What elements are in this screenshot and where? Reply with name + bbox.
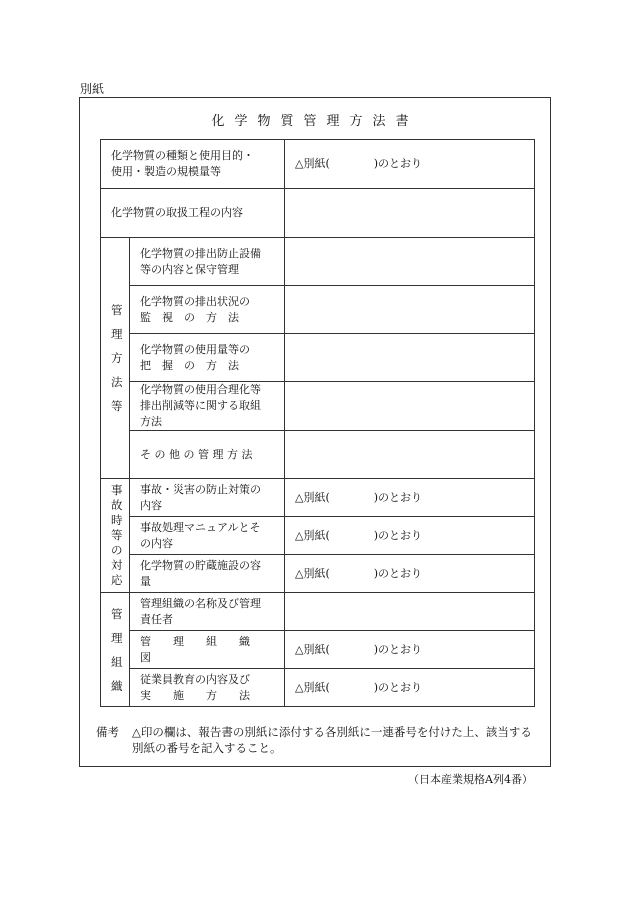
item-label: 化学物質の排出状況の 監 視 の 方 法 xyxy=(130,286,285,334)
table-row xyxy=(101,189,535,238)
row-value-handling-process xyxy=(285,189,535,238)
vertical-label: 管 理 組 織 xyxy=(111,606,123,693)
vertical-label: 事 故 時 等 の 対 応 xyxy=(111,482,123,587)
remarks-note xyxy=(96,724,546,756)
table-row xyxy=(101,431,535,479)
item-value: △別紙( )のとおり xyxy=(285,669,535,707)
row-value-substance-type: △別紙( )のとおり xyxy=(285,140,535,189)
item-label: 管理組織の名称及び管理 責任者 xyxy=(130,593,285,631)
item-value: △別紙( )のとおり xyxy=(285,555,535,593)
item-label: 化学物質の排出防止設備 等の内容と保守管理 xyxy=(130,238,285,286)
item-value: △別紙( )のとおり xyxy=(285,517,535,555)
item-label: 管 理 組 織 図 xyxy=(130,631,285,669)
remarks-line-2: 別紙の番号を記入すること。 xyxy=(132,741,282,755)
form-frame xyxy=(79,97,551,767)
item-value: △別紙( )のとおり xyxy=(285,631,535,669)
document-title: 化学物質管理方法書 xyxy=(211,114,419,129)
table-row xyxy=(101,555,535,593)
standard-size-note: （日本産業規格A列4番） xyxy=(408,773,533,786)
table-row xyxy=(101,334,535,382)
row-label-substance-type: 化学物質の種類と使用目的・ 使用・製造の規模量等 xyxy=(101,140,285,189)
table-row xyxy=(101,669,535,707)
item-label: 従業員教育の内容及び 実 施 方 法 xyxy=(130,669,285,707)
table-row xyxy=(101,382,535,431)
item-value xyxy=(285,238,535,286)
item-value xyxy=(285,382,535,431)
table-row xyxy=(101,517,535,555)
attachment-label: 別紙 xyxy=(80,82,105,96)
table-row xyxy=(101,140,535,189)
group-label-management-organization xyxy=(101,593,130,707)
table-row xyxy=(101,479,535,517)
management-method-table xyxy=(100,139,535,707)
row-label-handling-process: 化学物質の取扱工程の内容 xyxy=(101,189,285,238)
item-label: 化学物質の使用量等の 把 握 の 方 法 xyxy=(130,334,285,382)
group-label-management-method xyxy=(101,238,130,479)
item-value: △別紙( )のとおり xyxy=(285,479,535,517)
item-label: 事故・災害の防止対策の 内容 xyxy=(130,479,285,517)
remarks-heading: 備考 xyxy=(96,725,119,739)
table-row xyxy=(101,286,535,334)
group-label-accident-response xyxy=(101,479,130,593)
remarks-line-1 xyxy=(96,724,546,740)
item-value xyxy=(285,286,535,334)
vertical-label: 管 理 方 法 等 xyxy=(111,303,123,413)
item-label: 事故処理マニュアルとそ の内容 xyxy=(130,517,285,555)
table-row xyxy=(101,593,535,631)
item-value xyxy=(285,334,535,382)
item-value xyxy=(285,593,535,631)
item-label: 化学物質の貯蔵施設の容 量 xyxy=(130,555,285,593)
table-row xyxy=(101,238,535,286)
table-row xyxy=(101,631,535,669)
item-label: そ の 他 の 管 理 方 法 xyxy=(130,431,285,479)
remarks-text-1: △印の欄は、報告書の別紙に添付する各別紙に一連番号を付けた上、該当する xyxy=(132,725,532,739)
item-label: 化学物質の使用合理化等 排出削減等に関する取組 方法 xyxy=(130,382,285,431)
item-value xyxy=(285,431,535,479)
